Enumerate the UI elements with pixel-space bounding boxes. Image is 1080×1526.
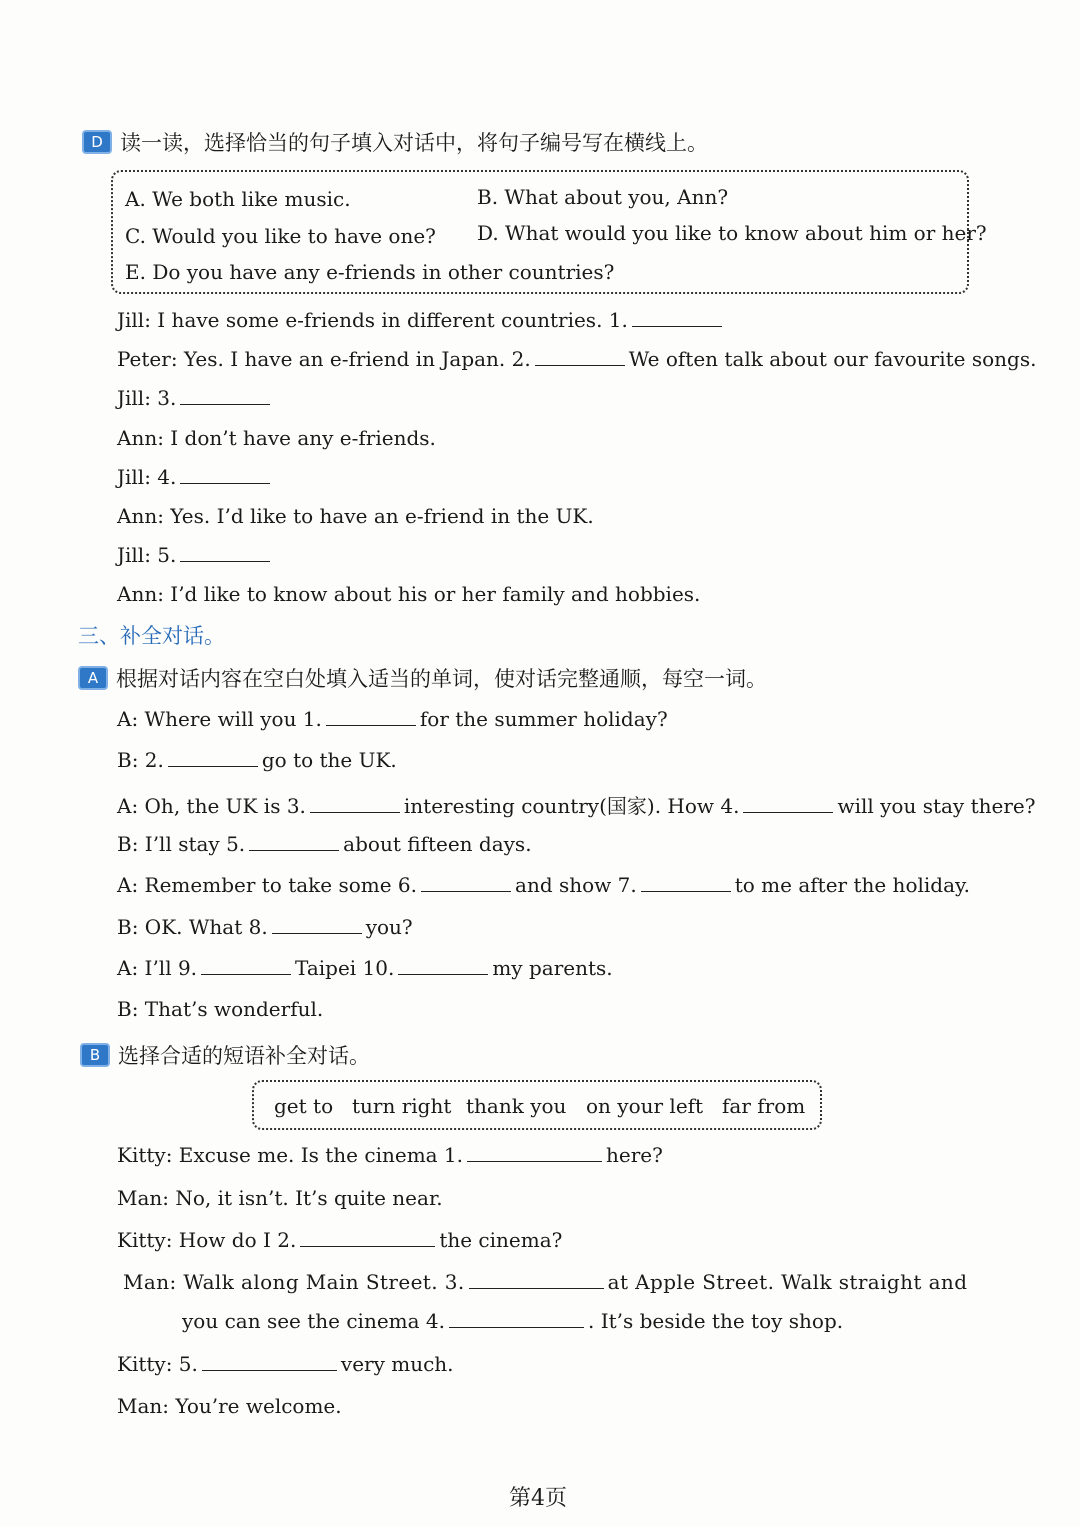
a-line-7 <box>117 956 613 980</box>
a-line-8: B: That’s wonderful. <box>117 997 324 1021</box>
a-line-3-text-mid: interesting country(国家). How 4. <box>403 794 740 818</box>
phrase-thank-you: thank you <box>466 1094 567 1118</box>
a-line-4-text: B: I’ll stay 5. <box>117 832 246 856</box>
b-line-6-text: Kitty: 5. <box>117 1352 198 1376</box>
b-line-4 <box>123 1270 967 1294</box>
phrase-far-from: far from <box>722 1094 806 1118</box>
b-blank-5[interactable] <box>202 1352 337 1371</box>
b-line-5 <box>182 1309 843 1333</box>
b-line-3-text-end: the cinema? <box>439 1228 563 1252</box>
b-line-6-text-end: very much. <box>340 1352 454 1376</box>
d-line-8: Ann: I’d like to know about his or her family and hobbies. <box>117 582 701 606</box>
b-line-5-text: you can see the cinema 4. <box>182 1309 445 1333</box>
a-line-3-text: A: Oh, the UK is 3. <box>117 794 306 818</box>
phrase-on-your-left: on your left <box>586 1094 704 1118</box>
b-line-1 <box>117 1143 663 1167</box>
d-line-4: Ann: I don’t have any e-friends. <box>117 426 436 450</box>
page-number: 第4页 <box>509 1486 567 1511</box>
option-b: B. What about you, Ann? <box>477 185 729 209</box>
a-line-6-text-end: you? <box>365 915 413 939</box>
phrase-turn-right: turn right <box>352 1094 452 1118</box>
option-a: A. We both like music. <box>125 187 351 211</box>
phrase-get-to: get to <box>274 1094 334 1118</box>
a-blank-6[interactable] <box>421 873 511 892</box>
a-line-4 <box>117 832 532 856</box>
section-b-heading <box>80 1040 370 1070</box>
section-b-badge: B <box>80 1043 110 1067</box>
a-line-7-text: A: I’ll 9. <box>117 956 198 980</box>
section-a-instruction: 根据对话内容在空白处填入适当的单词，使对话完整通顺，每空一词。 <box>116 667 767 691</box>
d-line-3-text: Jill: 3. <box>117 386 177 410</box>
a-blank-9[interactable] <box>201 956 291 975</box>
a-blank-10[interactable] <box>398 956 488 975</box>
b-line-4-text-end: at Apple Street. Walk straight and <box>607 1270 968 1294</box>
b-line-5-text-end: . It’s beside the toy shop. <box>588 1309 844 1333</box>
d-line-1-text: Jill: I have some e-friends in different countries. 1. <box>117 308 628 332</box>
a-line-2-text-end: go to the UK. <box>261 748 397 772</box>
b-line-7: Man: You’re welcome. <box>117 1394 342 1418</box>
a-line-1-text: A: Where will you 1. <box>117 707 322 731</box>
section-b-instruction: 选择合适的短语补全对话。 <box>118 1044 370 1068</box>
a-line-6-text: B: OK. What 8. <box>117 915 268 939</box>
a-line-1-text-end: for the summer holiday? <box>419 707 668 731</box>
a-blank-3[interactable] <box>310 794 400 813</box>
d-line-2-text: Peter: Yes. I have an e-friend in Japan. 2. <box>117 347 531 371</box>
a-line-6 <box>117 915 413 939</box>
option-d: D. What would you like to know about him or her? <box>477 221 987 245</box>
d-blank-4[interactable] <box>180 465 270 484</box>
b-line-1-text-end: here? <box>606 1143 663 1167</box>
b-line-3-text: Kitty: How do I 2. <box>117 1228 297 1252</box>
b-blank-1[interactable] <box>467 1143 602 1162</box>
d-line-5 <box>117 465 274 489</box>
d-line-2-text-end: We often talk about our favourite songs. <box>628 347 1037 371</box>
section-a-badge: A <box>78 666 108 690</box>
b-blank-3[interactable] <box>469 1270 604 1289</box>
b-line-1-text: Kitty: Excuse me. Is the cinema 1. <box>117 1143 464 1167</box>
a-blank-2[interactable] <box>168 748 258 767</box>
a-blank-1[interactable] <box>326 707 416 726</box>
a-blank-8[interactable] <box>272 915 362 934</box>
d-line-6: Ann: Yes. I’d like to have an e-friend in the UK. <box>117 504 594 528</box>
section-d-instruction: 读一读，选择恰当的句子填入对话中，将句子编号写在横线上。 <box>120 131 708 155</box>
d-line-2 <box>117 347 1036 371</box>
a-line-3-text-end: will you stay there? <box>837 794 1036 818</box>
a-blank-7[interactable] <box>641 873 731 892</box>
b-line-3 <box>117 1228 562 1252</box>
section-d-badge: D <box>82 130 112 154</box>
option-e: E. Do you have any e-friends in other countries? <box>125 260 615 284</box>
b-line-4-text: Man: Walk along Main Street. 3. <box>123 1270 465 1294</box>
d-blank-1[interactable] <box>632 308 722 327</box>
b-blank-2[interactable] <box>300 1228 435 1247</box>
d-blank-5[interactable] <box>180 543 270 562</box>
a-line-2-text: B: 2. <box>117 748 164 772</box>
b-line-2: Man: No, it isn’t. It’s quite near. <box>117 1186 443 1210</box>
a-blank-5[interactable] <box>249 832 339 851</box>
a-line-7-text-mid: Taipei 10. <box>295 956 395 980</box>
d-blank-2[interactable] <box>535 347 625 366</box>
d-line-1 <box>117 308 726 332</box>
d-line-7 <box>117 543 274 567</box>
part-3-title: 三、补全对话。 <box>78 624 225 648</box>
b-line-6 <box>117 1352 454 1376</box>
d-line-5-text: Jill: 4. <box>117 465 177 489</box>
a-line-1 <box>117 707 668 731</box>
a-line-7-text-end: my parents. <box>492 956 613 980</box>
a-line-5-text-end: to me after the holiday. <box>734 873 970 897</box>
a-line-4-text-end: about fifteen days. <box>343 832 532 856</box>
d-line-7-text: Jill: 5. <box>117 543 177 567</box>
section-d-heading <box>82 127 708 157</box>
a-blank-4[interactable] <box>743 794 833 813</box>
a-line-5 <box>117 873 970 897</box>
a-line-2 <box>117 748 397 772</box>
option-c: C. Would you like to have one? <box>125 224 436 248</box>
a-line-5-text-mid: and show 7. <box>515 873 637 897</box>
d-line-3 <box>117 386 274 410</box>
d-blank-3[interactable] <box>180 386 270 405</box>
a-line-3 <box>117 790 1035 819</box>
a-line-5-text: A: Remember to take some 6. <box>117 873 418 897</box>
b-blank-4[interactable] <box>449 1309 584 1328</box>
section-a-heading <box>78 663 767 693</box>
